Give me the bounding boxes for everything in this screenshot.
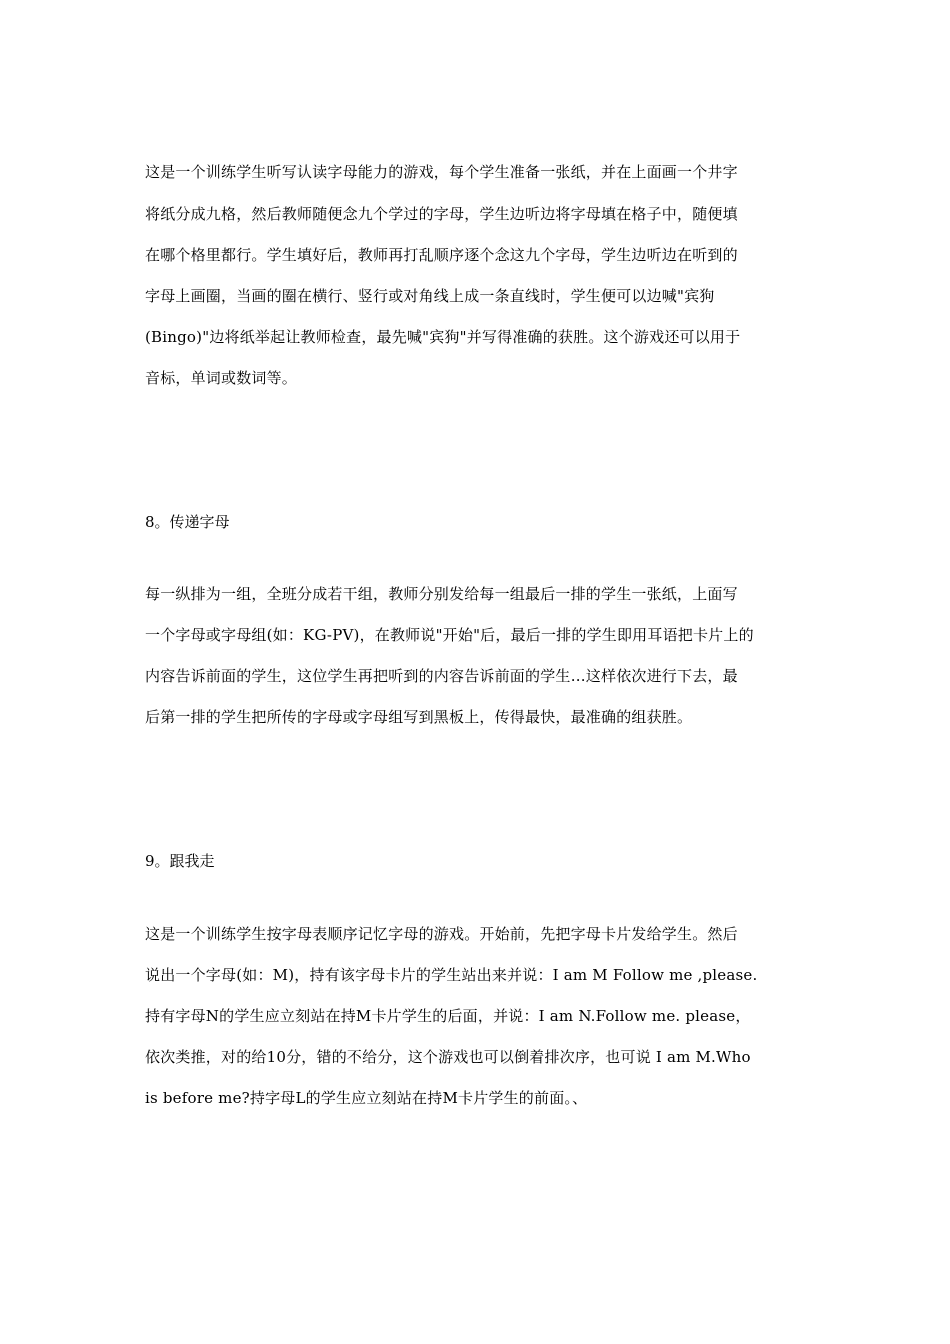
paragraph-line: 依次类推，对的给10分，错的不给分，这个游戏也可以倒着排次序，也可说 I am M.Who (145, 1048, 751, 1066)
section-heading: 8。传递字母 (145, 513, 230, 531)
paragraph-line: 持有字母N的学生应立刻站在持M卡片学生的后面，并说：I am N.Follow me. please， (145, 1007, 751, 1025)
paragraph-line: 这是一个训练学生听写认读字母能力的游戏，每个学生准备一张纸，并在上面画一个井字 (145, 163, 738, 181)
paragraph-line: 字母上画圈，当画的圈在横行、竖行或对角线上成一条直线时，学生便可以边喊"宾狗 (145, 287, 715, 305)
paragraph-line: 将纸分成九格，然后教师随便念九个学过的字母，学生边听边将字母填在格子中，随便填 (145, 205, 738, 223)
paragraph-line: 在哪个格里都行。学生填好后，教师再打乱顺序逐个念这九个字母，学生边听边在听到的 (145, 246, 738, 264)
paragraph-line: 这是一个训练学生按字母表顺序记忆字母的游戏。开始前，先把字母卡片发给学生。然后 (145, 925, 738, 943)
section-heading: 9。跟我走 (145, 852, 215, 870)
paragraph-line: 说出一个字母(如：M)，持有该字母卡片的学生站出来并说：I am M Follow me ,please. (145, 966, 758, 984)
paragraph-line: 一个字母或字母组(如：KG-PV)，在教师说"开始"后，最后一排的学生即用耳语把卡片上的 (145, 626, 754, 644)
paragraph-line: 内容告诉前面的学生，这位学生再把听到的内容告诉前面的学生…这样依次进行下去，最 (145, 667, 738, 685)
paragraph-line: is before me?持字母L的学生应立刻站在持M卡片学生的前面。、 (145, 1089, 588, 1107)
paragraph-line: 每一纵排为一组，全班分成若干组，教师分别发给每一组最后一排的学生一张纸，上面写 (145, 585, 738, 603)
paragraph-line: (Bingo)"边将纸举起让教师检查，最先喊"宾狗"并写得准确的获胜。这个游戏还可以用于 (145, 328, 741, 346)
paragraph-line: 音标，单词或数词等。 (145, 369, 298, 387)
paragraph-line: 后第一排的学生把所传的字母或字母组写到黑板上，传得最快，最准确的组获胜。 (145, 708, 693, 726)
